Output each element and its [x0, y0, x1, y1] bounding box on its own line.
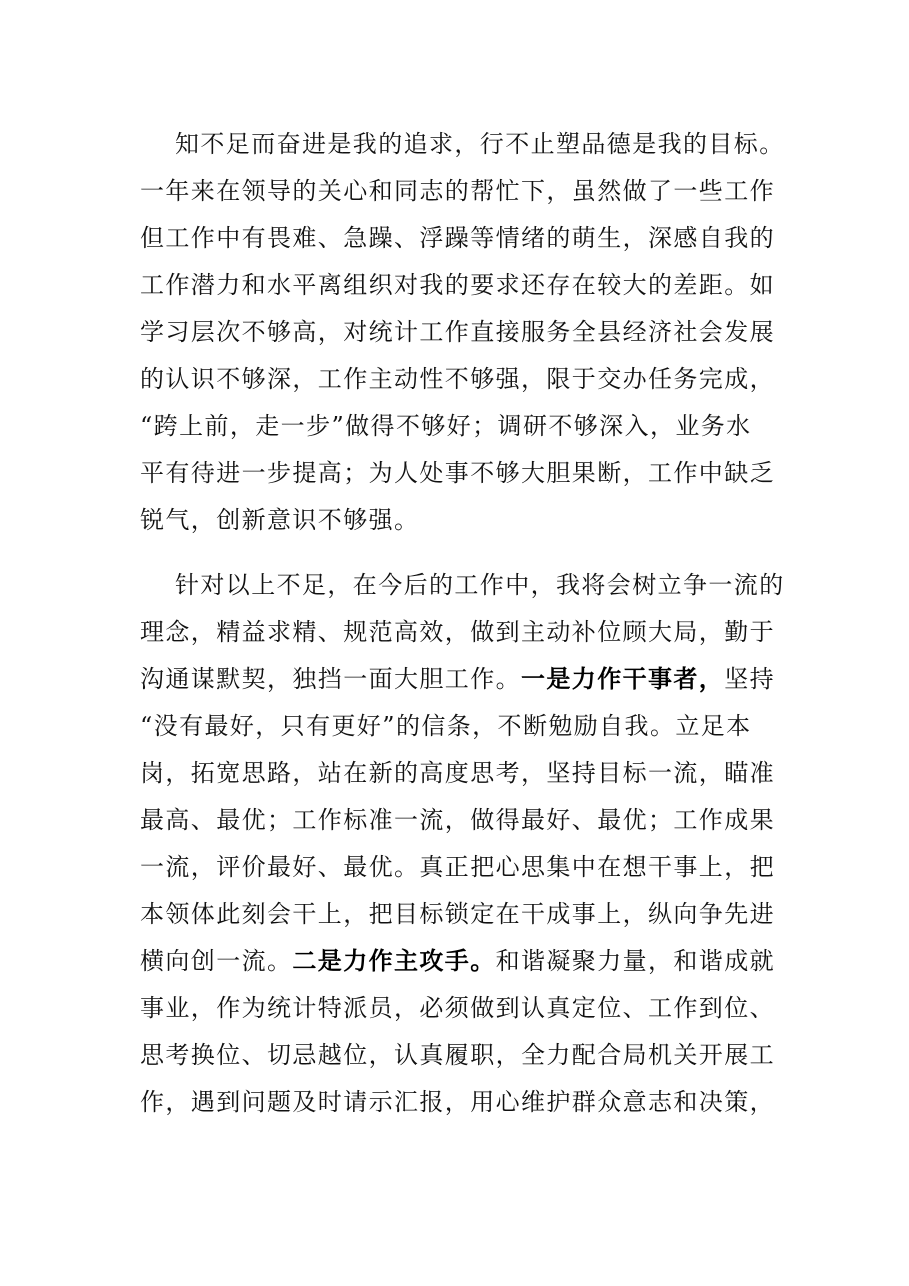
text-line: 但工作中有畏难、急躁、浮躁等情绪的萌生，深感自我的 [140, 224, 775, 252]
text-line: 平有待进一步提高；为人处事不够大胆果断，工作中缺乏 [140, 459, 775, 487]
text-line: 本领体此刻会干上，把目标锁定在干成事上，纵向争先进 [140, 900, 775, 928]
text-line: 一流，评价最好、最优。真正把心思集中在想干事上，把 [140, 853, 775, 881]
text-line: 事业，作为统计特派员，必须做到认真定位、工作到位、 [140, 994, 775, 1022]
text-line: 工作潜力和水平离组织对我的要求还存在较大的差距。如 [140, 271, 775, 299]
point-two-heading: 二是力作主攻手。 [292, 947, 496, 975]
text-line: “没有最好，只有更好”的信条，不断勉励自我。立足本 [140, 712, 752, 740]
text-line: 作，遇到问题及时请示汇报，用心维护群众意志和决策， [140, 1088, 775, 1116]
text-line-with-heading [140, 942, 775, 980]
point-one-heading: 一是力作干事者， [521, 665, 725, 693]
text-run: 沟通谋默契，独挡一面大胆工作。 [140, 665, 521, 693]
text-run: 坚持 [724, 665, 776, 693]
text-line: 思考换位、切忌越位，认真履职，全力配合局机关开展工 [140, 1041, 775, 1069]
text-line: “跨上前，走一步”做得不够好；调研不够深入，业务水 [140, 412, 752, 440]
text-line: 最高、最优；工作标准一流，做得最好、最优；工作成果 [140, 806, 775, 834]
text-line: 岗，拓宽思路，站在新的高度思考，坚持目标一流，瞄准 [140, 759, 775, 787]
text-line: 学习层次不够高，对统计工作直接服务全县经济社会发展 [140, 318, 775, 346]
text-line: 一年来在领导的关心和同志的帮忙下，虽然做了一些工作 [140, 177, 775, 205]
text-line: 针对以上不足，在今后的工作中，我将会树立争一流的 [175, 571, 785, 599]
text-run: 横向创一流。 [140, 947, 293, 975]
text-line: 的认识不够深，工作主动性不够强，限于交办任务完成， [140, 365, 775, 393]
text-line: 锐气，创新意识不够强。 [140, 506, 420, 534]
text-line: 知不足而奋进是我的追求，行不止塑品德是我的目标。 [175, 130, 785, 158]
text-line: 理念，精益求精、规范高效，做到主动补位顾大局，勤于 [140, 618, 775, 646]
text-line-with-heading [140, 660, 775, 698]
text-run: 和谐凝聚力量，和谐成就 [495, 947, 776, 975]
